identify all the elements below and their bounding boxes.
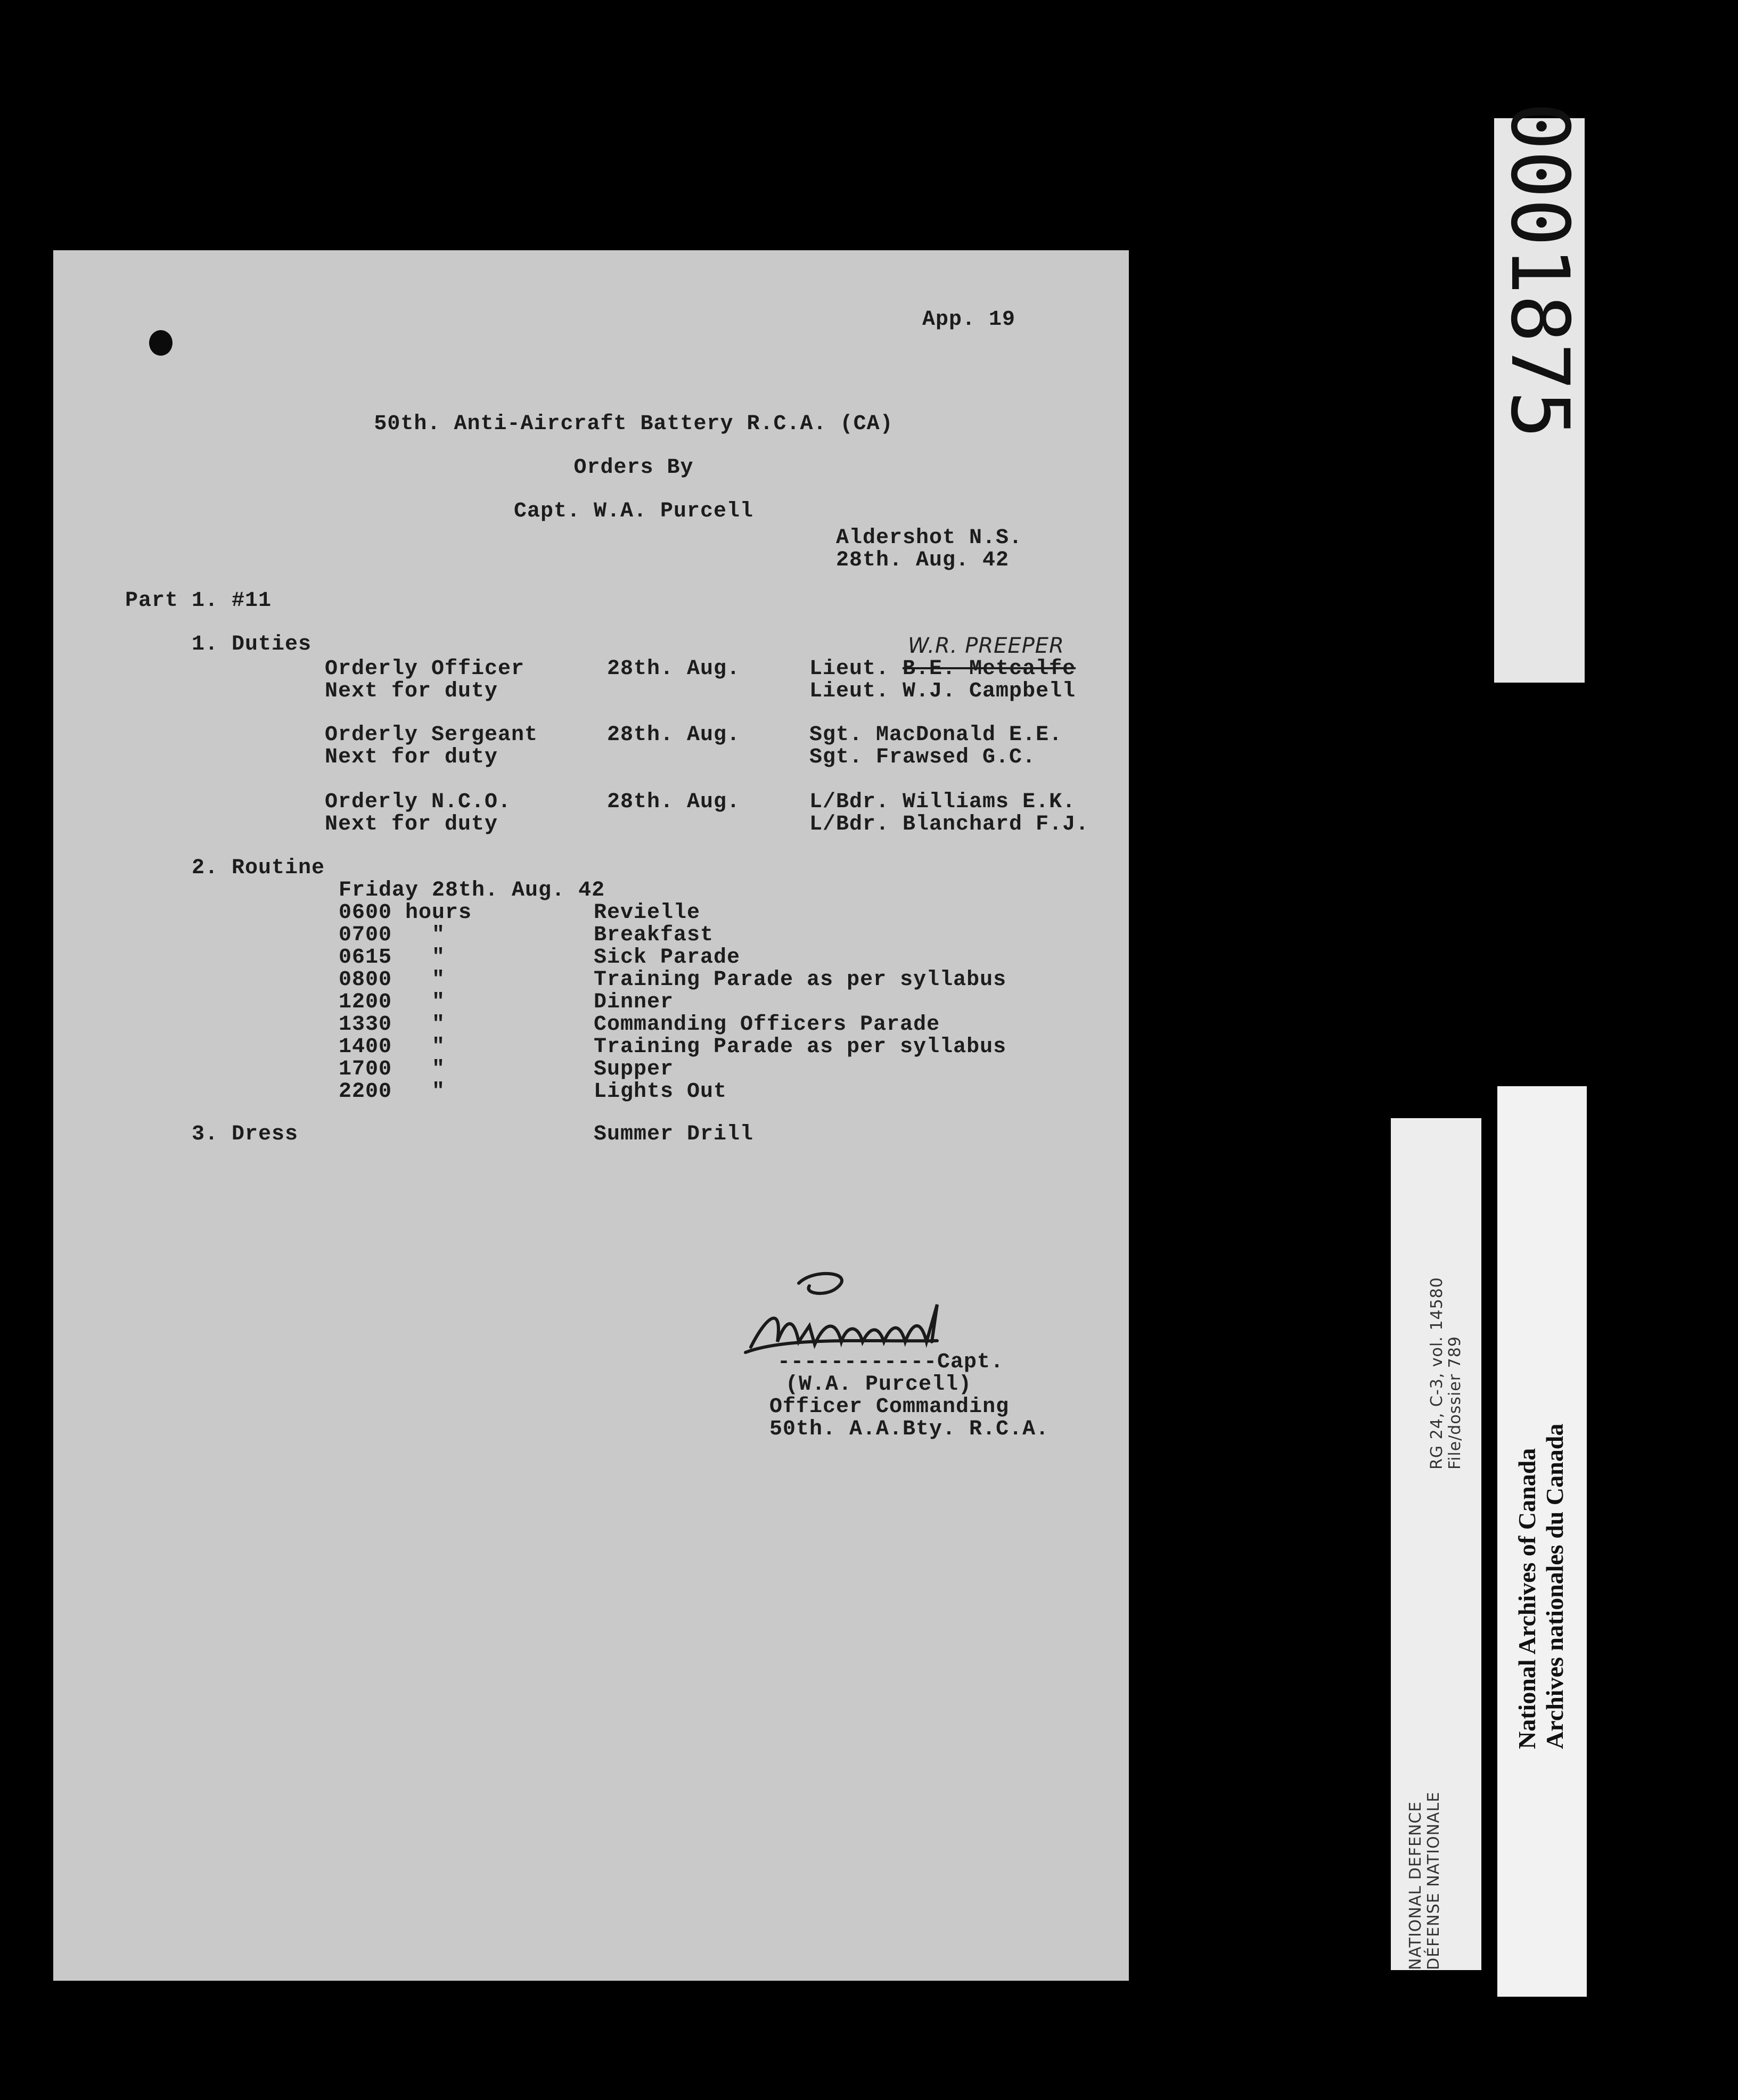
routine-time: 0615 ": [339, 946, 446, 970]
duty-role: Next for duty: [325, 745, 498, 769]
archive-name: National Archives of Canada Archives nationales du Canada: [1513, 1423, 1568, 1749]
duty-date: 28th. Aug.: [607, 790, 741, 814]
archive-name-strip: [1497, 1086, 1587, 1997]
reel-number-strip: [1493, 102, 1586, 683]
duty-name: L/Bdr. Williams E.K.: [809, 790, 1076, 814]
duty-role: Orderly Officer: [325, 657, 525, 681]
routine-time: 0600 hours: [339, 901, 472, 925]
record-reference: RG 24, C-3, vol. 14580 File/dossier 789: [1428, 1277, 1464, 1470]
routine-event: Dinner: [594, 990, 674, 1014]
routine-event: Sick Parade: [594, 946, 741, 970]
routine-event: Training Parade as per syllabus: [594, 1035, 1007, 1059]
archive-reference-strip: [1391, 1118, 1481, 1970]
unit-heading: 50th. Anti-Aircraft Battery R.C.A. (CA): [374, 412, 893, 436]
routine-time: 0700 ": [339, 923, 446, 947]
duty-name: Sgt. Frawsed G.C.: [809, 745, 1036, 769]
routine-event: Revielle: [594, 901, 701, 925]
signatory-unit: 50th. A.A.Bty. R.C.A.: [769, 1417, 1050, 1441]
orders-by-heading: Orders By: [573, 456, 694, 480]
dress-value: Summer Drill: [594, 1122, 754, 1146]
routine-time: 0800 ": [339, 968, 446, 992]
duty-role: Next for duty: [325, 813, 498, 836]
routine-time: 1200 ": [339, 990, 446, 1014]
part-number: Part 1. #11: [125, 589, 272, 613]
order-date: 28th. Aug. 42: [836, 548, 1010, 572]
routine-event: Breakfast: [594, 923, 714, 947]
reel-number: 0001875: [1493, 102, 1586, 439]
duty-name: Lieut. W.J. Campbell: [809, 679, 1076, 703]
punch-hole: [149, 330, 173, 356]
duty-role: Next for duty: [325, 679, 498, 703]
struck-name: B.E. Metcalfe: [903, 657, 1076, 681]
duty-name: Lieut. B.E. Metcalfe: [809, 657, 1076, 681]
routine-heading: 2. Routine: [192, 856, 325, 880]
routine-event: Training Parade as per syllabus: [594, 968, 1007, 992]
department-label: NATIONAL DEFENCE DÉFENSE NATIONALE: [1406, 1791, 1443, 1970]
routine-event: Commanding Officers Parade: [594, 1013, 940, 1037]
document-page: [53, 250, 1129, 1981]
routine-time: 2200 ": [339, 1080, 446, 1104]
handwritten-correction: W.R. PREEPER: [908, 634, 1064, 658]
duty-role: Orderly Sergeant: [325, 723, 538, 747]
routine-time: 1700 ": [339, 1057, 446, 1081]
signatory-name: (W.A. Purcell): [785, 1373, 972, 1397]
duties-heading: 1. Duties: [192, 633, 312, 657]
dress-heading: 3. Dress: [192, 1122, 299, 1146]
signatory-title: Officer Commanding: [769, 1395, 1010, 1419]
signature-line: ------------Capt.: [777, 1350, 1004, 1374]
routine-event: Lights Out: [594, 1080, 727, 1104]
duty-date: 28th. Aug.: [607, 657, 741, 681]
duty-date: 28th. Aug.: [607, 723, 741, 747]
duty-name: Sgt. MacDonald E.E.: [809, 723, 1063, 747]
routine-day: Friday 28th. Aug. 42: [339, 879, 605, 903]
routine-time: 1400 ": [339, 1035, 446, 1059]
routine-time: 1330 ": [339, 1013, 446, 1037]
commander-heading: Capt. W.A. Purcell: [513, 499, 754, 523]
duty-name: L/Bdr. Blanchard F.J.: [809, 813, 1089, 836]
routine-event: Supper: [594, 1057, 674, 1081]
duty-role: Orderly N.C.O.: [325, 790, 512, 814]
location: Aldershot N.S.: [836, 526, 1023, 550]
appendix-label: App. 19: [922, 308, 1016, 332]
